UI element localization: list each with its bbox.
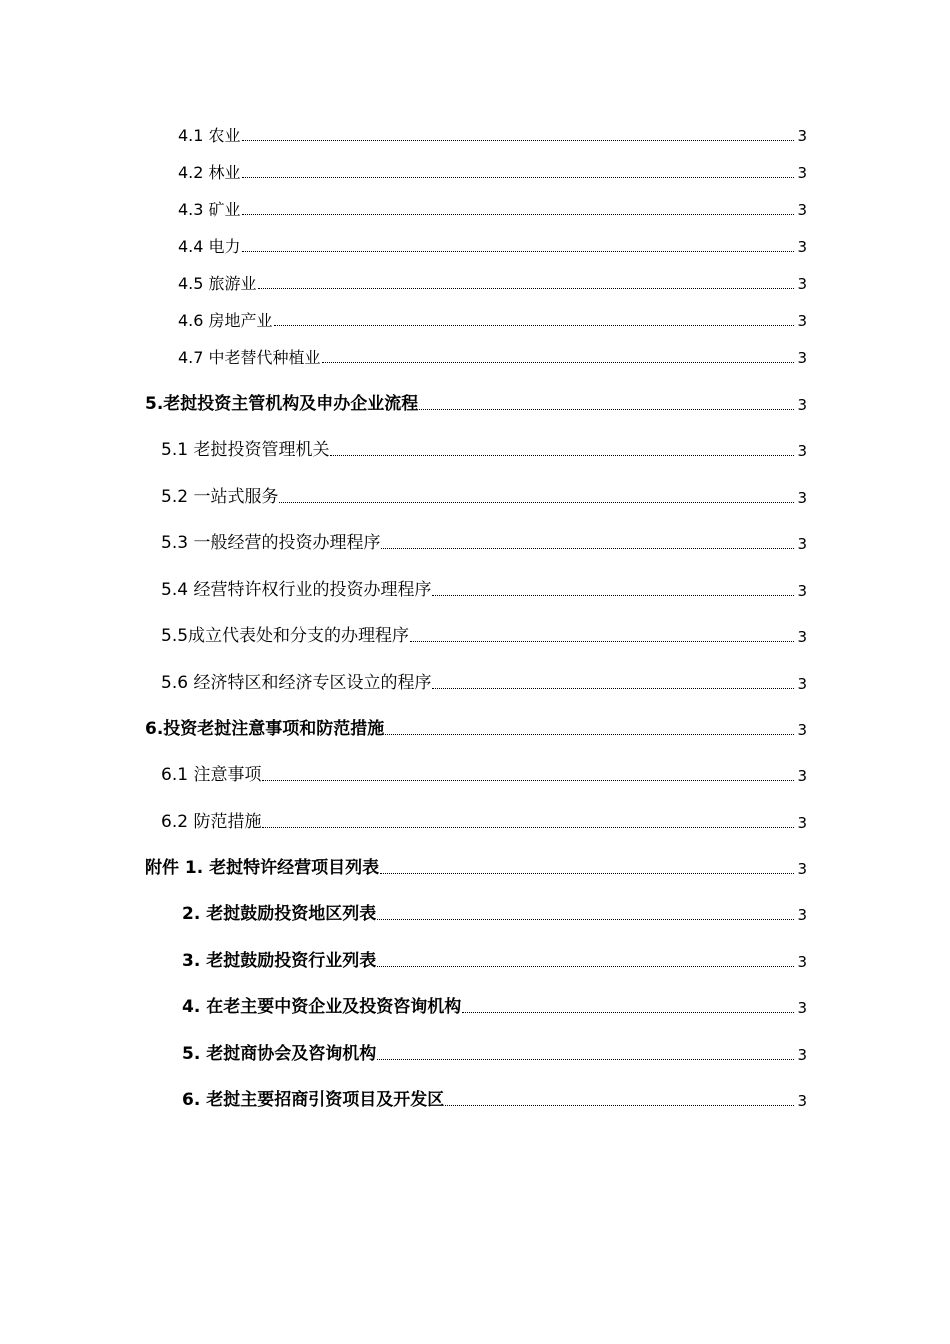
- dot-leader: [380, 873, 794, 874]
- page-number: 3: [797, 721, 807, 739]
- dot-leader: [385, 734, 794, 735]
- page-number: 3: [797, 1092, 807, 1110]
- page-number: 3: [797, 814, 807, 832]
- dot-leader: [445, 1105, 794, 1106]
- toc-entry-4-6[interactable]: [178, 313, 807, 329]
- toc-entry-label: 5.6 经济特区和经济专区设立的程序: [161, 673, 432, 693]
- toc-entry-label: 5.2 一站式服务: [161, 487, 279, 507]
- toc-entry-4-4[interactable]: [178, 239, 807, 255]
- dot-leader: [419, 409, 794, 410]
- toc-entry-5-1[interactable]: [161, 442, 807, 459]
- toc-entry-label: 6.2 防范措施: [161, 812, 262, 832]
- toc-annex-label: 4. 在老主要中资企业及投资咨询机构: [182, 997, 462, 1017]
- dot-leader: [377, 919, 794, 920]
- dot-leader: [262, 827, 794, 828]
- dot-leader: [242, 214, 795, 215]
- toc-section-label: 5.老挝投资主管机构及申办企业流程: [145, 394, 419, 414]
- page-number: 3: [797, 860, 807, 878]
- page-number: 3: [797, 312, 807, 330]
- toc-entry-label: 5.1 老挝投资管理机关: [161, 440, 330, 460]
- toc-entry-label: 5.3 一般经营的投资办理程序: [161, 533, 381, 553]
- page-number: 3: [797, 127, 807, 145]
- toc-entry-label: 4.1 农业: [178, 126, 241, 145]
- toc-annex-3[interactable]: [182, 953, 807, 970]
- dot-leader: [242, 251, 795, 252]
- toc-annex-5[interactable]: [182, 1046, 807, 1063]
- toc-entry-5-3[interactable]: [161, 535, 807, 552]
- toc-annex-4[interactable]: [182, 999, 807, 1016]
- toc-entry-4-3[interactable]: [178, 202, 807, 218]
- toc-entry-4-1[interactable]: [178, 128, 807, 144]
- toc-entry-5-5[interactable]: [161, 628, 807, 645]
- page-number: 3: [797, 999, 807, 1017]
- page-number: 3: [797, 628, 807, 646]
- toc-section-5[interactable]: [145, 396, 807, 413]
- toc-entry-label: 5.4 经营特许权行业的投资办理程序: [161, 580, 432, 600]
- page-number: 3: [797, 442, 807, 460]
- page-number: 3: [797, 535, 807, 553]
- toc-entry-label: 4.6 房地产业: [178, 311, 273, 330]
- dot-leader: [381, 548, 794, 549]
- toc-annex-6[interactable]: [182, 1092, 807, 1109]
- toc-entry-label: 5.5成立代表处和分支的办理程序: [161, 626, 410, 646]
- page-number: 3: [797, 906, 807, 924]
- toc-entry-5-6[interactable]: [161, 675, 807, 692]
- toc-annex-label: 3. 老挝鼓励投资行业列表: [182, 951, 377, 971]
- dot-leader: [242, 177, 795, 178]
- toc-entry-label: 4.5 旅游业: [178, 274, 257, 293]
- toc-annex-label: 2. 老挝鼓励投资地区列表: [182, 904, 377, 924]
- page-number: 3: [797, 582, 807, 600]
- toc-annex-2[interactable]: [182, 906, 807, 923]
- toc-annex-label: 附件 1. 老挝特许经营项目列表: [145, 858, 380, 878]
- toc-entry-label: 4.7 中老替代种植业: [178, 348, 321, 367]
- toc-entry-label: 4.2 林业: [178, 163, 241, 182]
- page-number: 3: [797, 767, 807, 785]
- page-number: 3: [797, 164, 807, 182]
- toc-entry-4-5[interactable]: [178, 276, 807, 292]
- toc-annex-label: 6. 老挝主要招商引资项目及开发区: [182, 1090, 445, 1110]
- dot-leader: [377, 1059, 794, 1060]
- dot-leader: [432, 688, 794, 689]
- page-number: 3: [797, 1046, 807, 1064]
- dot-leader: [279, 502, 794, 503]
- page-number: 3: [797, 489, 807, 507]
- dot-leader: [462, 1012, 794, 1013]
- toc-entry-5-2[interactable]: [161, 489, 807, 506]
- dot-leader: [322, 362, 795, 363]
- toc-entry-4-7[interactable]: [178, 350, 807, 366]
- toc-entry-label: 4.4 电力: [178, 237, 241, 256]
- dot-leader: [258, 288, 795, 289]
- dot-leader: [330, 455, 794, 456]
- dot-leader: [410, 641, 794, 642]
- toc-annex-1[interactable]: [145, 860, 807, 877]
- toc-annex-label: 5. 老挝商协会及咨询机构: [182, 1044, 377, 1064]
- toc-entry-4-2[interactable]: [178, 165, 807, 181]
- page-number: 3: [797, 201, 807, 219]
- toc-entry-6-1[interactable]: [161, 767, 807, 784]
- page-number: 3: [797, 396, 807, 414]
- dot-leader: [274, 325, 795, 326]
- dot-leader: [432, 595, 794, 596]
- page-number: 3: [797, 675, 807, 693]
- toc-section-6[interactable]: [145, 721, 807, 738]
- page-number: 3: [797, 953, 807, 971]
- page-number: 3: [797, 238, 807, 256]
- toc-entry-label: 6.1 注意事项: [161, 765, 262, 785]
- toc-entry-label: 4.3 矿业: [178, 200, 241, 219]
- dot-leader: [377, 966, 794, 967]
- dot-leader: [262, 780, 794, 781]
- toc-entry-5-4[interactable]: [161, 582, 807, 599]
- page-number: 3: [797, 275, 807, 293]
- toc-section-label: 6.投资老挝注意事项和防范措施: [145, 719, 385, 739]
- page-number: 3: [797, 349, 807, 367]
- toc-entry-6-2[interactable]: [161, 814, 807, 831]
- dot-leader: [242, 140, 795, 141]
